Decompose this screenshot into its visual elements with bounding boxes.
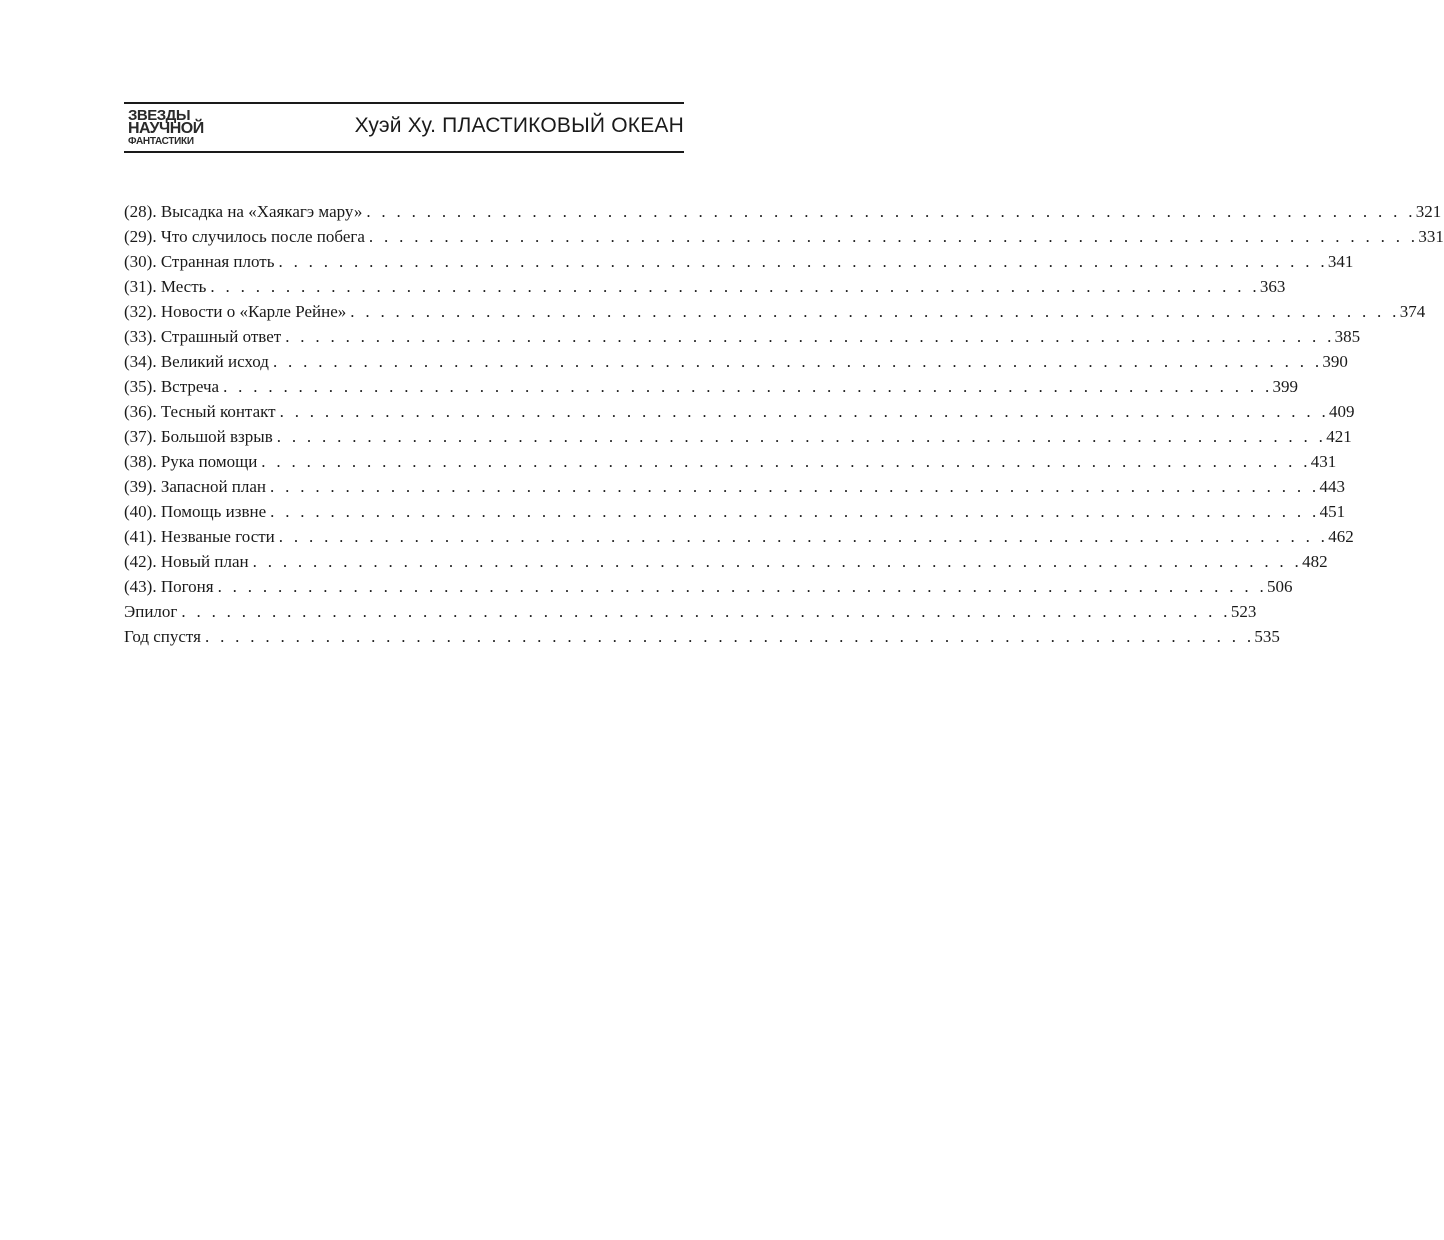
toc-dot-leader: . . . . . . . . . . . . . . . . . . . . . . . . . . . . . . . . . . . . . . . . . . . . . . . . . . . . . . . . . . . . . . . . . . . . . . [204, 627, 1255, 646]
toc-entry-page: 535 [1254, 627, 1280, 646]
toc-entry-title: (36). Тесный контакт [124, 402, 276, 421]
toc-entry-title: (35). Встреча [124, 377, 220, 396]
toc-entry-page: 431 [1310, 452, 1337, 471]
toc-entry-title: Эпилог [124, 602, 178, 621]
toc-entry [124, 374, 1299, 399]
toc-entry-page: 523 [1230, 602, 1257, 621]
toc-entry [124, 524, 1354, 549]
toc-entry [124, 574, 1293, 599]
toc-entry-page: 385 [1334, 327, 1361, 346]
toc-dot-leader: . . . . . . . . . . . . . . . . . . . . . . . . . . . . . . . . . . . . . . . . . . . . . . . . . . . . . . . . . . . . . . . . . . . . . . [270, 502, 1320, 521]
toc-entry [124, 599, 1257, 624]
toc-dot-leader: . . . . . . . . . . . . . . . . . . . . . . . . . . . . . . . . . . . . . . . . . . . . . . . . . . . . . . . . . . . . . . . . . . . . . . [350, 302, 1400, 321]
toc-entry-title: (31). Месть [124, 277, 207, 296]
toc-entry [124, 324, 1361, 349]
toc-dot-leader: . . . . . . . . . . . . . . . . . . . . . . . . . . . . . . . . . . . . . . . . . . . . . . . . . . . . . . . . . . . . . . . . . . . . . . [276, 427, 1327, 446]
toc-entry [124, 349, 1348, 374]
toc-entry-title: (32). Новости о «Карле Рейне» [124, 302, 347, 321]
toc-entry [124, 274, 1286, 299]
toc-dot-leader: . . . . . . . . . . . . . . . . . . . . . . . . . . . . . . . . . . . . . . . . . . . . . . . . . . . . . . . . . . . . . . . . . . . . . . [270, 477, 1320, 496]
toc-entry [124, 224, 1444, 249]
header-top-rule [124, 102, 684, 104]
toc-dot-leader: . . . . . . . . . . . . . . . . . . . . . . . . . . . . . . . . . . . . . . . . . . . . . . . . . . . . . . . . . . . . . . . . . . . . . . [366, 202, 1416, 221]
toc-entry [124, 424, 1352, 449]
toc-entry-page: 462 [1328, 527, 1354, 546]
toc-entry [124, 474, 1345, 499]
toc-entry-title: (28). Высадка на «Хаякагэ мару» [124, 202, 363, 221]
toc-entry-page: 421 [1326, 427, 1352, 446]
toc-entry-page: 451 [1319, 502, 1346, 521]
toc-entry [124, 449, 1337, 474]
toc-entry-page: 363 [1259, 277, 1286, 296]
toc-dot-leader: . . . . . . . . . . . . . . . . . . . . . . . . . . . . . . . . . . . . . . . . . . . . . . . . . . . . . . . . . . . . . . . . . . . . . . [278, 527, 1329, 546]
toc-entry-title: (33). Страшный ответ [124, 327, 282, 346]
toc-dot-leader: . . . . . . . . . . . . . . . . . . . . . . . . . . . . . . . . . . . . . . . . . . . . . . . . . . . . . . . . . . . . . . . . . . . . . . [279, 402, 1330, 421]
toc-entry-title: (29). Что случилось после побега [124, 227, 365, 246]
logo-line-1: ЗВЕЗДЫ [128, 107, 191, 124]
toc-entry-page: 341 [1327, 252, 1354, 271]
running-header [124, 100, 684, 154]
toc-entry [124, 549, 1328, 574]
header-bottom-rule [124, 151, 684, 153]
toc-entry-title: (41). Незваные гости [124, 527, 275, 546]
toc-dot-leader: . . . . . . . . . . . . . . . . . . . . . . . . . . . . . . . . . . . . . . . . . . . . . . . . . . . . . . . . . . . . . . . . . . . . . . [217, 577, 1268, 596]
toc-entry-page: 482 [1302, 552, 1328, 571]
toc-dot-leader: . . . . . . . . . . . . . . . . . . . . . . . . . . . . . . . . . . . . . . . . . . . . . . . . . . . . . . . . . . . . . . . . . . . . . . [285, 327, 1335, 346]
toc-entry-title: (43). Погоня [124, 577, 214, 596]
toc-entry-page: 331 [1418, 227, 1444, 246]
toc-entry [124, 299, 1426, 324]
toc-dot-leader: . . . . . . . . . . . . . . . . . . . . . . . . . . . . . . . . . . . . . . . . . . . . . . . . . . . . . . . . . . . . . . . . . . . . . . [223, 377, 1273, 396]
toc-entry [124, 624, 1280, 649]
toc-dot-leader: . . . . . . . . . . . . . . . . . . . . . . . . . . . . . . . . . . . . . . . . . . . . . . . . . . . . . . . . . . . . . . . . . . . . . . [368, 227, 1419, 246]
table-of-contents [124, 199, 1444, 649]
toc-entry-page: 321 [1415, 202, 1442, 221]
toc-entry-title: (38). Рука помощи [124, 452, 258, 471]
toc-entry-title: (42). Новый план [124, 552, 249, 571]
toc-entry-title: (37). Большой взрыв [124, 427, 273, 446]
toc-dot-leader: . . . . . . . . . . . . . . . . . . . . . . . . . . . . . . . . . . . . . . . . . . . . . . . . . . . . . . . . . . . . . . . . . . . . . . [210, 277, 1260, 296]
toc-entry [124, 499, 1346, 524]
toc-entry-title: Год спустя [124, 627, 201, 646]
toc-entry-title: (40). Помощь извне [124, 502, 267, 521]
toc-entry-title: (30). Странная плоть [124, 252, 275, 271]
toc-entry-page: 409 [1329, 402, 1355, 421]
logo-line-3: ФАНТАСТИКИ [128, 136, 194, 147]
toc-entry-page: 506 [1267, 577, 1293, 596]
toc-dot-leader: . . . . . . . . . . . . . . . . . . . . . . . . . . . . . . . . . . . . . . . . . . . . . . . . . . . . . . . . . . . . . . . . . . . . . . [261, 452, 1311, 471]
book-title: Хуэй Ху. ПЛАСТИКОВЫЙ ОКЕАН [354, 114, 684, 137]
logo-line-2: НАУЧНОЙ [128, 120, 204, 137]
toc-dot-leader: . . . . . . . . . . . . . . . . . . . . . . . . . . . . . . . . . . . . . . . . . . . . . . . . . . . . . . . . . . . . . . . . . . . . . . [272, 352, 1323, 371]
toc-entry-page: 390 [1322, 352, 1348, 371]
toc-entry [124, 199, 1442, 224]
toc-dot-leader: . . . . . . . . . . . . . . . . . . . . . . . . . . . . . . . . . . . . . . . . . . . . . . . . . . . . . . . . . . . . . . . . . . . . . . [278, 252, 1328, 271]
toc-entry-page: 399 [1272, 377, 1299, 396]
toc-dot-leader: . . . . . . . . . . . . . . . . . . . . . . . . . . . . . . . . . . . . . . . . . . . . . . . . . . . . . . . . . . . . . . . . . . . . . . [181, 602, 1231, 621]
toc-entry-title: (39). Запасной план [124, 477, 267, 496]
series-logo [126, 108, 216, 148]
toc-entry [124, 249, 1354, 274]
toc-entry-page: 374 [1399, 302, 1426, 321]
toc-dot-leader: . . . . . . . . . . . . . . . . . . . . . . . . . . . . . . . . . . . . . . . . . . . . . . . . . . . . . . . . . . . . . . . . . . . . . . [252, 552, 1303, 571]
toc-entry [124, 399, 1355, 424]
toc-entry-title: (34). Великий исход [124, 352, 269, 371]
toc-entry-page: 443 [1319, 477, 1345, 496]
